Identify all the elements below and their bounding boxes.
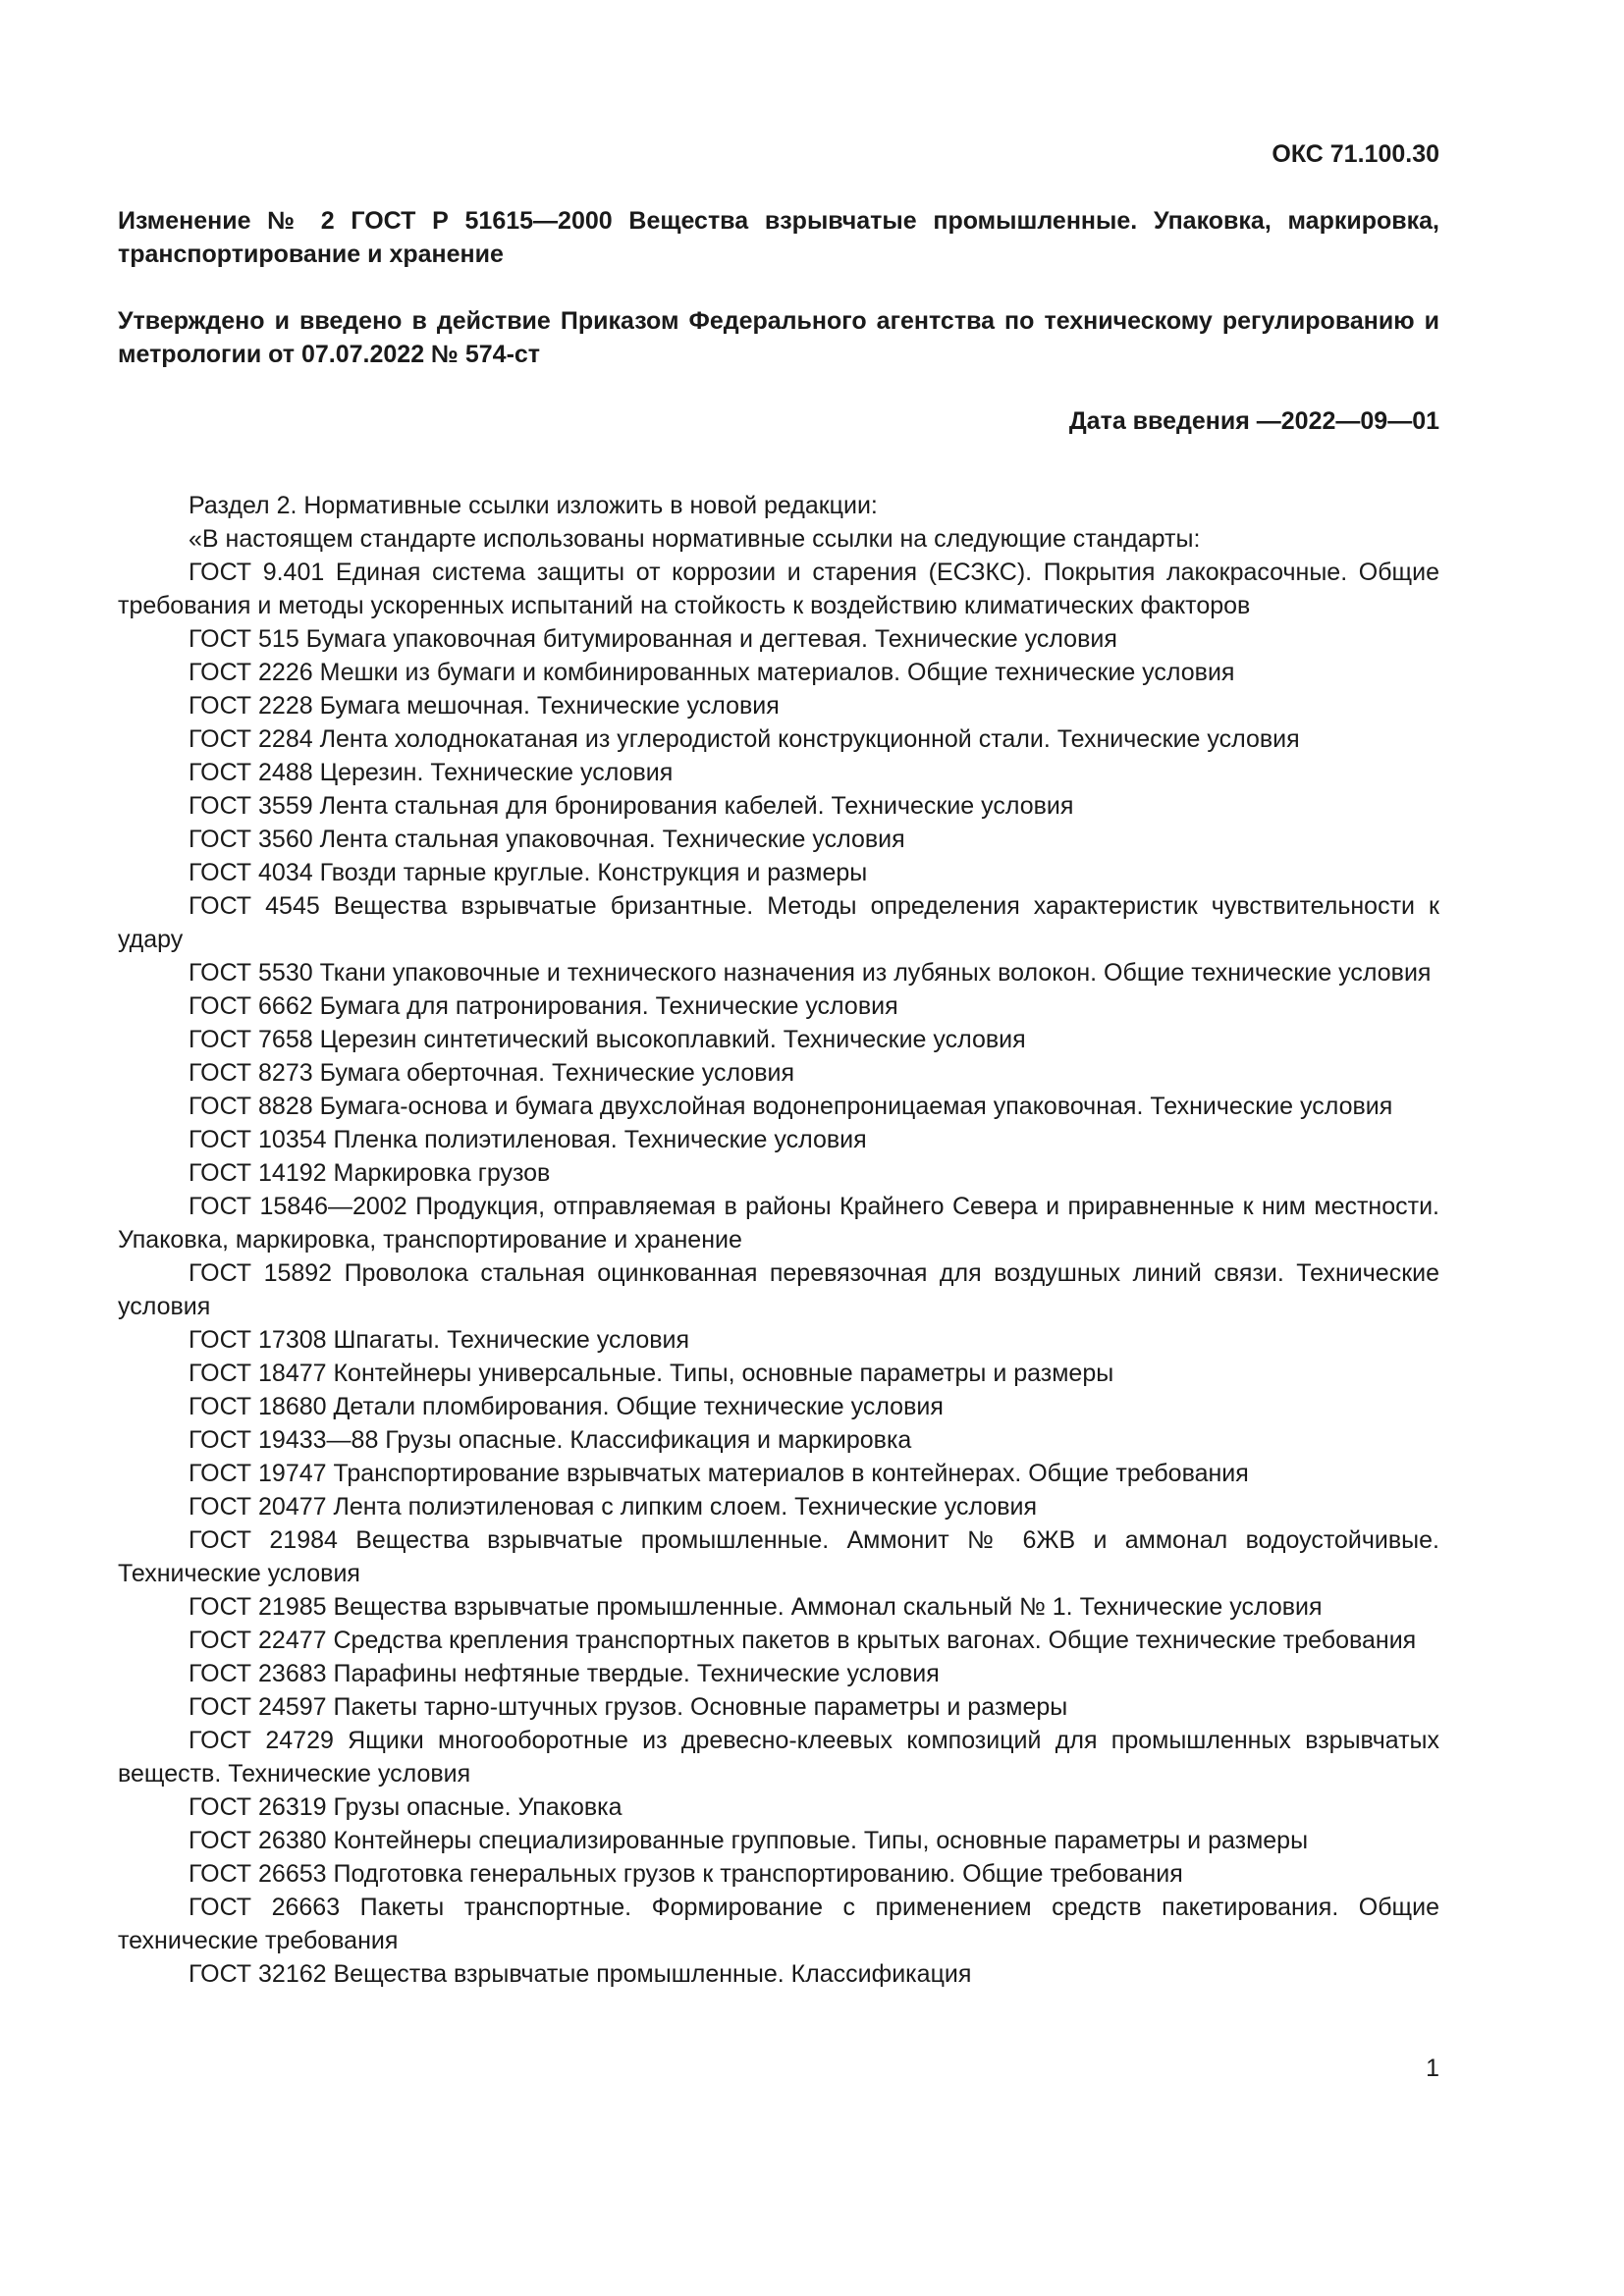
reference-item: ГОСТ 26653 Подготовка генеральных грузов к транспортированию. Общие требования (189, 1860, 1183, 1888)
reference-item: ГОСТ 15846—2002 Продукция, отправляемая в районы Крайнего Севера и приравненные к ним местности. Упаковка, маркировка, транспортирование и хранение (118, 1193, 1439, 1254)
page-number: 1 (1426, 2055, 1439, 2082)
reference-item: ГОСТ 15892 Проволока стальная оцинкованная перевязочная для воздушных линий связи. Технические условия (118, 1259, 1439, 1320)
reference-item: ГОСТ 24729 Ящики многооборотные из древесно-клеевых композиций для промышленных взрывчатых веществ. Технические условия (118, 1727, 1439, 1788)
reference-item: ГОСТ 26319 Грузы опасные. Упаковка (189, 1793, 623, 1821)
reference-item: ГОСТ 9.401 Единая система защиты от коррозии и старения (ЕСЗКС). Покрытия лакокрасочные. Общие требования и методы ускоренных испытаний на стойкость к воздействию климатических факторов (118, 559, 1439, 619)
reference-item: ГОСТ 6662 Бумага для патронирования. Технические условия (189, 992, 898, 1020)
reference-item: ГОСТ 2488 Церезин. Технические условия (189, 759, 674, 786)
reference-item: ГОСТ 21984 Вещества взрывчатые промышленные. Аммонит № 6ЖВ и аммонал водоустойчивые. Технические условия (118, 1526, 1439, 1587)
reference-item: ГОСТ 2226 Мешки из бумаги и комбинированных материалов. Общие технические условия (189, 659, 1235, 686)
reference-item: ГОСТ 2228 Бумага мешочная. Технические условия (189, 692, 780, 720)
reference-item: ГОСТ 24597 Пакеты тарно-штучных грузов. Основные параметры и размеры (189, 1693, 1068, 1721)
reference-item: ГОСТ 8828 Бумага-основа и бумага двухслойная водонепроницаемая упаковочная. Технические условия (189, 1093, 1393, 1120)
reference-item: ГОСТ 26380 Контейнеры специализированные групповые. Типы, основные параметры и размеры (189, 1827, 1309, 1854)
reference-item: ГОСТ 22477 Средства крепления транспортных пакетов в крытых вагонах. Общие технические требования (189, 1627, 1417, 1654)
reference-item: ГОСТ 18680 Детали пломбирования. Общие технические условия (189, 1393, 944, 1420)
amendment-title: Изменение № 2 ГОСТ Р 51615—2000 Вещества взрывчатые промышленные. Упаковка, маркировка, транспортирование и хранение (118, 207, 1439, 268)
document-body (118, 489, 1439, 1991)
reference-item: ГОСТ 18477 Контейнеры универсальные. Типы, основные параметры и размеры (189, 1360, 1114, 1387)
reference-item: ГОСТ 19747 Транспортирование взрывчатых материалов в контейнерах. Общие требования (189, 1460, 1249, 1487)
reference-item: ГОСТ 2284 Лента холоднокатаная из углеродистой конструкционной стали. Технические условия (189, 725, 1300, 753)
reference-item: ГОСТ 20477 Лента полиэтиленовая с липким слоем. Технические условия (189, 1493, 1038, 1521)
intro-paragraph: «В настоящем стандарте использованы нормативные ссылки на следующие стандарты: (189, 525, 1201, 553)
reference-item: ГОСТ 5530 Ткани упаковочные и технического назначения из лубяных волокон. Общие технические условия (189, 959, 1432, 987)
reference-item: ГОСТ 515 Бумага упаковочная битумированная и дегтевая. Технические условия (189, 625, 1117, 653)
intro-paragraph: Раздел 2. Нормативные ссылки изложить в новой редакции: (189, 492, 878, 519)
reference-item: ГОСТ 3560 Лента стальная упаковочная. Технические условия (189, 826, 905, 853)
reference-item: ГОСТ 26663 Пакеты транспортные. Формирование с применением средств пакетирования. Общие технические требования (118, 1894, 1439, 1954)
reference-item: ГОСТ 23683 Парафины нефтяные твердые. Технические условия (189, 1660, 940, 1687)
oks-code: ОКС 71.100.30 (1272, 140, 1439, 168)
approval-statement: Утверждено и введено в действие Приказом Федерального агентства по техническому регулированию и метрологии от 07.07.2022 № 574-ст (118, 307, 1439, 368)
reference-item: ГОСТ 19433—88 Грузы опасные. Классификация и маркировка (189, 1426, 912, 1454)
reference-item: ГОСТ 10354 Пленка полиэтиленовая. Технические условия (189, 1126, 867, 1153)
reference-item: ГОСТ 17308 Шпагаты. Технические условия (189, 1326, 690, 1354)
effective-date: Дата введения —2022—09—01 (1068, 407, 1439, 435)
reference-item: ГОСТ 3559 Лента стальная для бронирования кабелей. Технические условия (189, 792, 1074, 820)
reference-list (118, 556, 1439, 1991)
reference-item: ГОСТ 7658 Церезин синтетический высокоплавкий. Технические условия (189, 1026, 1026, 1053)
reference-item: ГОСТ 21985 Вещества взрывчатые промышленные. Аммонал скальный № 1. Технические условия (189, 1593, 1323, 1621)
document-page (118, 137, 1439, 1991)
reference-item: ГОСТ 14192 Маркировка грузов (189, 1159, 551, 1187)
reference-item: ГОСТ 8273 Бумага оберточная. Технические условия (189, 1059, 795, 1087)
reference-item: ГОСТ 4034 Гвозди тарные круглые. Конструкция и размеры (189, 859, 868, 886)
reference-item: ГОСТ 4545 Вещества взрывчатые бризантные. Методы определения характеристик чувствительности к удару (118, 892, 1439, 953)
reference-item: ГОСТ 32162 Вещества взрывчатые промышленные. Классификация (189, 1960, 972, 1988)
